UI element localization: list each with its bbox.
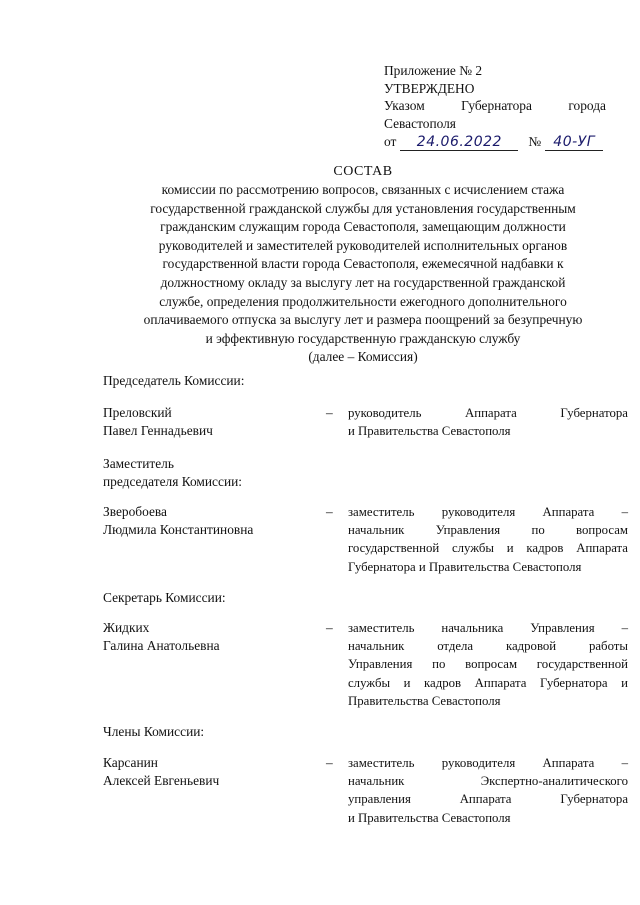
member-position: [348, 754, 628, 827]
title-line: руководителей и заместителей руководителей исполнительных органов: [158, 237, 568, 253]
member-surname: Жидких: [103, 620, 150, 635]
position-line: начальник Управления по вопросам: [348, 523, 628, 538]
title-line: оплачиваемого отпуска за выслугу лет и размера поощрений за безупречную: [143, 312, 583, 328]
position-line: государственной службы и кадров Аппарата: [348, 541, 628, 556]
position-line: заместитель начальника Управления –: [348, 621, 628, 635]
position-line: Управления по вопросам государственной: [348, 657, 628, 672]
member-given-names: Людмила Константиновна: [103, 522, 254, 537]
decree-date: 24.06.2022: [400, 134, 518, 151]
dash-separator: –: [326, 405, 333, 420]
approval-header: [384, 62, 606, 151]
role-chairman: [103, 372, 244, 390]
member-name: [103, 404, 313, 440]
member-name: [103, 503, 313, 539]
member-position: [348, 503, 628, 576]
position-line: службы и кадров Аппарата Губернатора и: [348, 675, 628, 690]
title-line: комиссии по рассмотрению вопросов, связанных с исчислением стажа: [161, 182, 565, 197]
role-deputy-chairman: [103, 455, 242, 491]
title-line: (далее – Комиссия): [308, 349, 418, 365]
member-name: [103, 619, 313, 655]
position-line: управления Аппарата Губернатора: [348, 792, 628, 807]
member-surname: Зверобоева: [103, 504, 167, 519]
approved-label: УТВЕРЖДЕНО: [384, 80, 475, 96]
decree-word: города: [568, 98, 606, 113]
member-position: [348, 404, 628, 440]
role-label: председателя Комиссии:: [103, 474, 242, 489]
position-line: заместитель руководителя Аппарата –: [348, 505, 628, 519]
city-label: Севастополя: [384, 115, 456, 131]
position-line: и Правительства Севастополя: [348, 424, 511, 439]
title-line: и эффективную государственную гражданскую службу: [205, 330, 521, 346]
title-main: СОСТАВ: [333, 164, 393, 179]
role-label: Секретарь Комиссии:: [103, 590, 226, 605]
document-title: [98, 163, 628, 367]
decree-line: [384, 97, 606, 115]
role-label: Члены Комиссии:: [103, 724, 205, 739]
title-line: гражданским служащим города Севастополя, замещающим должности: [160, 219, 566, 235]
title-line: государственной гражданской службы для установления государственным: [150, 200, 576, 216]
member-given-names: Павел Геннадьевич: [103, 423, 213, 438]
position-line: начальник отдела кадровой работы: [348, 639, 628, 654]
member-name: [103, 754, 313, 790]
member-surname: Преловский: [103, 405, 172, 420]
decree-word: Указом: [384, 98, 425, 113]
decree-word: Губернатора: [461, 98, 532, 113]
title-line: службе, определения продолжительности ежегодного дополнительного: [159, 293, 567, 309]
position-line: начальник Экспертно-аналитического: [348, 774, 628, 789]
decree-number: 40-УГ: [545, 134, 603, 151]
role-label: Председатель Комиссии:: [103, 373, 245, 388]
role-label: Заместитель: [103, 456, 174, 471]
position-line: руководитель Аппарата Губернатора: [348, 406, 628, 420]
member-position: [348, 619, 628, 710]
role-members: [103, 723, 204, 741]
title-line: государственной власти города Севастополя, ежемесячной надбавки к: [162, 256, 564, 272]
dash-separator: –: [326, 755, 333, 770]
position-line: и Правительства Севастополя: [348, 810, 511, 825]
appendix-label: Приложение № 2: [384, 63, 483, 78]
dash-separator: –: [326, 504, 333, 519]
member-surname: Карсанин: [103, 755, 158, 770]
member-given-names: Алексей Евгеньевич: [103, 773, 220, 788]
from-label: от: [384, 134, 397, 149]
role-secretary: [103, 589, 226, 607]
member-given-names: Галина Анатольевна: [103, 638, 220, 653]
title-line: должностному окладу за выслугу лет на государственной гражданской: [160, 274, 566, 290]
dash-separator: –: [326, 620, 333, 635]
date-number-line: [384, 133, 606, 151]
position-line: заместитель руководителя Аппарата –: [348, 756, 628, 770]
number-label: №: [528, 134, 542, 149]
position-line: Правительства Севастополя: [348, 693, 501, 708]
position-line: Губернатора и Правительства Севастополя: [348, 559, 582, 574]
